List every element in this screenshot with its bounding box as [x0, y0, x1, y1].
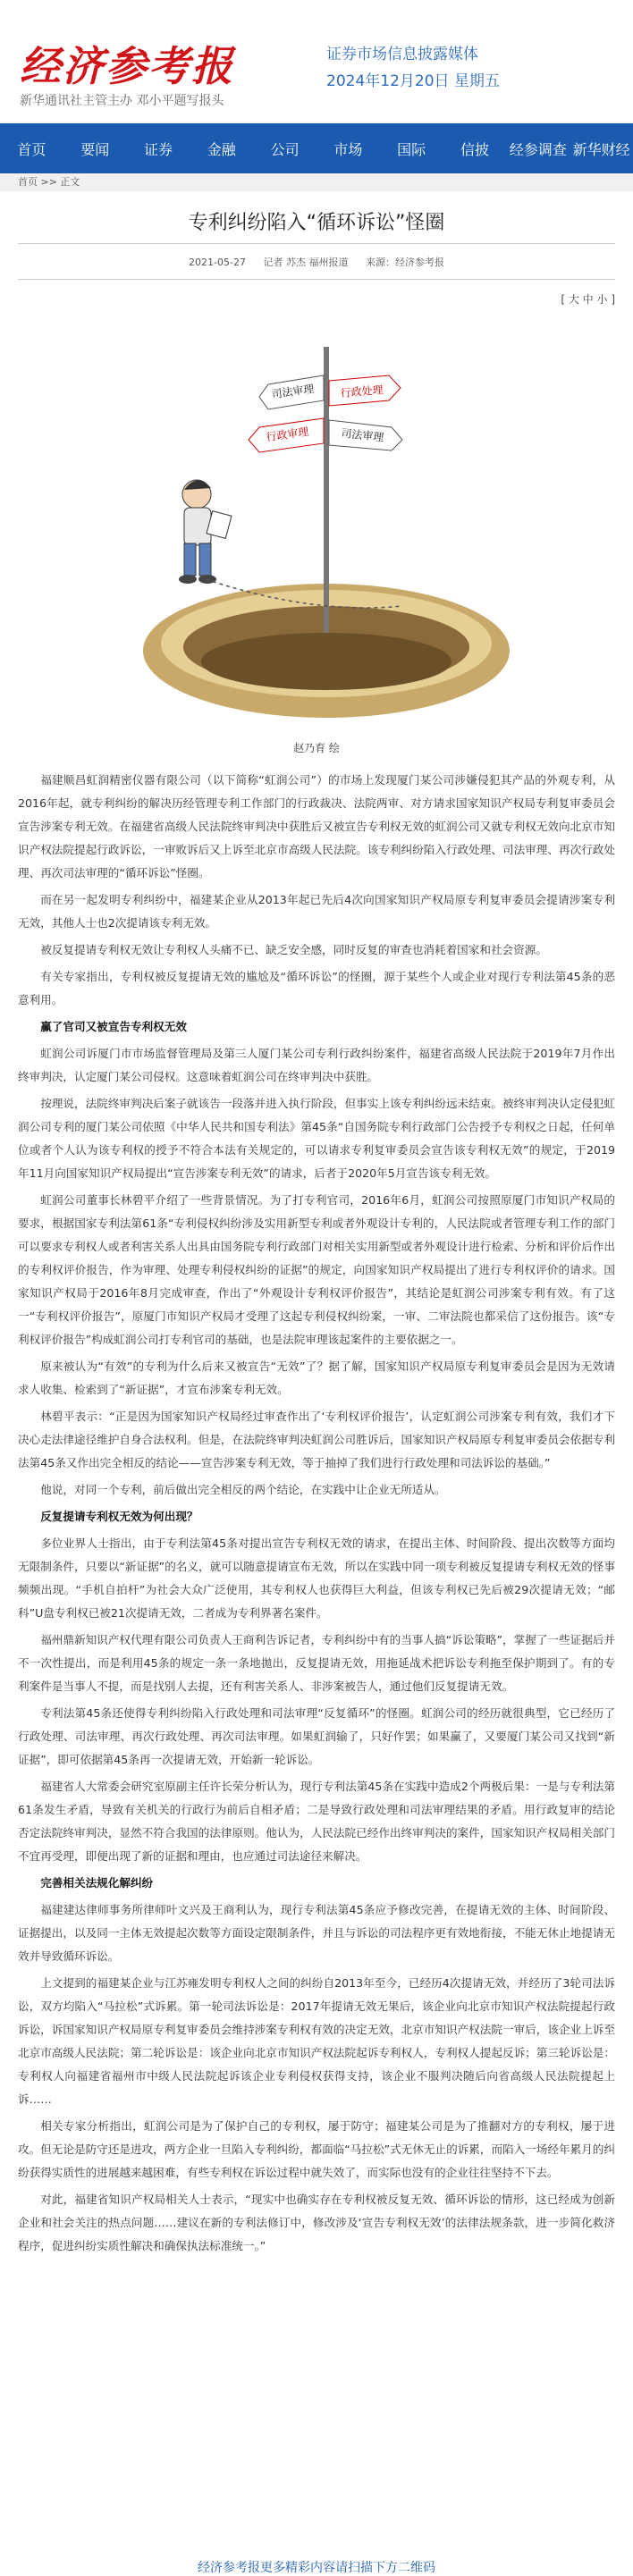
nav-item-international[interactable]: 国际	[397, 140, 426, 158]
nav-item-survey[interactable]: 经参调查	[509, 140, 567, 158]
article-paragraph: 上文提到的福建某企业与江苏雍发明专利权人之间的纠纷自2013年至今，已经历4次提请无效，并经历了3轮司法诉讼，双方均陷入“马拉松”式诉累。第一轮司法诉讼是：2017年提请无效无果后，该企业向北京市知识产权法院提起行政诉讼，诉国家知识产权局原专利复审委员会维持涉案专利权有效的决定无效，北京市知识产权法院一审后，该企业上诉至北京市高级人民法院；第二轮诉讼是：该企业向北京市知识产权法院起诉专利权人，专利权人提起反诉；第三轮诉讼是：专利权人向福建省福州市中级人民法院起诉该企业专利侵权获得支持，该企业不服判决随后向省高级人民法院提起上诉……	[18, 1976, 615, 2106]
article-paragraph: 相关专家分析指出，虹润公司是为了保护自己的专利权，屡于防守；福建某公司是为了推翻对方的专利权，屡于进攻。但无论是防守还是进攻，两方企业一旦陷入专利纠纷，都面临“马拉松”式无休无止的诉累，而陷入一场经年累月的纠纷获得实质性的进展越来越困难，有些专利权在诉讼过程中就失效了，而实际也没有的企业往往坚持不下去。	[18, 2119, 615, 2179]
sign-label: 司法审理	[340, 426, 385, 444]
section-heading: 赢了官司又被宣告专利权无效	[40, 1020, 187, 1033]
nav-item-xinhua-finance[interactable]: 新华财经	[572, 140, 630, 158]
site-logo[interactable]: 经济参考报	[20, 42, 234, 90]
nav-item-finance[interactable]: 金融	[207, 140, 236, 158]
sign-label: 司法审理	[270, 382, 316, 401]
site-header	[0, 0, 633, 134]
article-paragraph: 原来被认为“有效”的专利为什么后来又被宣告“无效”了？据了解，国家知识产权局原专利复审委员会是因为无效请求人收集、检索到了“新证据”，才宣布涉案专利无效。	[18, 1360, 615, 1396]
article-paragraph: 福建建达律师事务所律师叶文兴及王商利认为，现行专利法第45条应予修改完善，在提请无效的主体、时间阶段、证据提出，以及同一主体无效提起次数等方面设定限制条件，并且与诉讼的司法程序更有效地衔接，不能无休止地提请无效并导致循环诉讼。	[18, 1903, 615, 1963]
article-paragraph: 而在另一起发明专利纠纷中，福建某企业从2013年起已先后4次向国家知识产权局原专利复审委员会提请涉案专利无效，其他人士也2次提请该专利无效。	[18, 893, 615, 930]
article-paragraph: 被反复提请专利权无效让专利权人头痛不已、缺乏安全感，同时反复的审查也消耗着国家和社会资源。	[40, 943, 547, 956]
article-meta	[0, 255, 633, 269]
sign-judicial-review-bottom	[329, 420, 402, 450]
article-paragraph: 林碧平表示：“正是因为国家知识产权局经过审查作出了‘专利权评价报告’，认定虹润公司涉案专利有效，我们才下决心走法律途径维护自身合法权利。但是，在法院终审判决虹润公司胜诉后，国家知识产权局原专利复审委员会依据专利法第45条又作出完全相反的结论——宣告涉案专利无效，等于抽掉了我们进行行政处理和司法诉讼的基础。”	[18, 1410, 615, 1469]
article-paragraph: 有关专家指出，专利权被反复提请无效的尴尬及“循环诉讼”的怪圈，源于某些个人或企业对现行专利法第45条的恶意利用。	[18, 970, 615, 1006]
footer-qr-hint[interactable]: 经济参考报更多精彩内容请扫描下方二维码	[198, 2561, 435, 2575]
walking-man-figure	[179, 480, 232, 584]
nav-item-disclosure[interactable]: 信披	[460, 140, 489, 158]
nav-item-market[interactable]: 市场	[333, 140, 363, 158]
article-paragraph: 福建省人大常委会研究室原副主任许长荣分析认为，现行专利法第45条在实践中造成2个两极后果：一是与专利法第61条发生矛盾，导致有关机关的行政行为前后自相矛盾；二是导致行政处理和司法审理结果的矛盾。用行政复审的结论否定法院终审判决，显然不符合我国的法律原则。他认为，人民法院已经作出终审判决的案件，国家知识产权局相关部门不宜再受理，即便出现了新的证据和理由，也应通过司法途径来解决。	[18, 1780, 615, 1863]
article-paragraph: 按理说，法院终审判决后案子就该告一段落并进入执行阶段，但事实上该专利纠纷远未结束。被终审判决认定侵犯虹润公司专利的厦门某公司依照《中华人民共和国专利法》第45条“自国务院专利行政部门公告授予专利权之日起，任何单位或者个人认为该专利权的授予不符合本法有关规定的，可以请求专利复审委员会宣告该专利权无效”的规定，于2019年11月向国家知识产权局提出“宣告涉案专利无效”的请求，后者于2020年5月宣告该专利无效。	[18, 1097, 615, 1180]
sign-admin-handling-top	[329, 375, 401, 406]
nav-item-company[interactable]: 公司	[270, 140, 300, 158]
article-paragraph: 虹润公司诉厦门市市场监督管理局及第三人厦门某公司专利行政纠纷案件，福建省高级人民法院于2019年7月作出终审判决，认定厦门某公司侵权。这意味着虹润公司在终审判决中获胜。	[18, 1047, 615, 1083]
sign-judicial-review-top	[259, 375, 324, 409]
article-title: 专利纠纷陷入“循环诉讼”怪圈	[188, 212, 445, 234]
section-heading: 反复提请专利权无效为何出现？	[40, 1510, 198, 1523]
article-author: 记者 苏杰 福州报道	[263, 257, 349, 268]
article-paragraph: 虹润公司董事长林碧平介绍了一些背景情况。为了打专利官司，2016年6月，虹润公司按照原厦门市知识产权局的要求，根据国家专利法第61条“专利侵权纠纷涉及实用新型专利或者外观设计专利的，人民法院或者管理专利工作的部门可以要求专利权人或者利害关系人出具由国务院专利行政部门对相关实用新型或者外观设计进行检索、分析和评价后作出的专利权评价报告，作为审理、处理专利侵权纠纷的证据”的规定，向国家知识产权局提出了进行专利权评价的请求。国家知识产权局于2016年8月完成审查，作出了“外观设计专利权评价报告”，其结论是虹润公司涉案专利有效。有了这一“专利权评价报告”，原厦门市知识产权局才受理了这起专利侵权纠纷案，一审、二审法院也都采信了这份报告。该“专利权评价报告”构成虹润公司打专利官司的基础，也是法院审理该起案件的主要依据之一。	[18, 1193, 615, 1346]
article-paragraph: 多位业界人士指出，由于专利法第45条对提出宣告专利权无效的请求，在提出主体、时间阶段、提出次数等方面均无限制条件，只要以“新证据”的名义，就可以随意提请宣布无效，所以在实践中同一项专利被反复提请专利权无效的怪事频频出现。“手机自拍杆”为社会大众广泛使用，其专利权人也获得巨大利益，但该专利权已先后被29次提请无效；“邮科”U盘专利权已被21次提请无效，二者成为专利界著名案件。	[18, 1536, 615, 1620]
header-tagline: 证券市场信息披露媒体	[326, 46, 478, 63]
article-paragraph: 福建顺昌虹润精密仪器有限公司（以下简称“虹润公司”）的市场上发现厦门某公司涉嫌侵犯其产品的外观专利，从2016年起，就专利纠纷的解决历经管理专利工作部门的行政裁决、法院两审、对方请求国家知识产权局专利复审委员会宣告涉案专利无效。在福建省高级人民法院终审判决中获胜后又被宣告专利权无效的虹润公司又就专利权无效向北京市知识产权法院提起行政诉讼，一审败诉后又上诉至北京市高级人民法院。该专利纠纷陷入行政处理、司法审理、再次行政处理、再次司法审理的“循环诉讼”怪圈。	[18, 773, 615, 880]
header-right	[326, 41, 500, 95]
article-paragraph: 对此，福建省知识产权局相关人士表示，“现实中也确实存在专利权被反复无效、循环诉讼的情形，这已经成为创新企业和社会关注的热点问题……建议在新的专利法修订中，修改涉及‘宣告专利权无效’的法律法规条款，进一步简化救济程序，促进纠纷实质性解决和确保执法标准统一。”	[18, 2193, 615, 2252]
article-date: 2021-05-27	[189, 257, 246, 268]
nav-item-news[interactable]: 要闻	[80, 140, 110, 158]
article-paragraph: 专利法第45条还使得专利纠纷陷入行政处理和司法审理“反复循环”的怪圈。虹润公司的经历就很典型，它已经历了行政处理、司法审理、再次行政处理、再次司法审理。如果虹润输了，只好作罢；如果赢了，又要厦门某公司又找到“新证据”，即可依据第45条再一次提请无效，开始新一轮诉讼。	[18, 1706, 615, 1766]
divider	[18, 243, 615, 244]
illustration-caption: 赵乃育 绘	[293, 742, 340, 754]
main-nav	[0, 123, 633, 173]
sign-label: 行政审理	[265, 425, 310, 444]
article-paragraph: 他说，对同一个专利，前后做出完全相反的两个结论，在实践中让企业无所适从。	[40, 1483, 446, 1496]
article-paragraph: 福州鼎新知识产权代理有限公司负责人王商利告诉记者，专利纠纷中有的当事人搞“诉讼策略”，掌握了一些证据后并不一次性提出，而是利用45条的规定一条一条地拋出，反复提请无效，用拖延战术把诉讼专利拖至保护期到了。有的专利案件是当事人不提，而是找别人去提，还有利害关系人、非涉案被告人，通过他们反复提请无效。	[18, 1633, 615, 1693]
font-size-switcher[interactable]: [ 大 中 小 ]	[561, 293, 615, 306]
section-heading: 完善相关法规化解纠纷	[40, 1876, 154, 1890]
sign-admin-review	[249, 418, 324, 452]
nav-item-home[interactable]: 首页	[17, 140, 46, 158]
header-date: 2024年12月20日 星期五	[326, 72, 500, 90]
sign-label: 行政处理	[340, 383, 384, 400]
site-slogan: 新华通讯社主管主办 邓小平题写报头	[20, 94, 224, 108]
article-illustration	[134, 311, 510, 731]
divider	[18, 279, 615, 280]
article-source: 来源：经济参考报	[365, 257, 444, 268]
breadcrumb[interactable]: 首页 >> 正文	[0, 173, 633, 191]
nav-item-securities[interactable]: 证券	[143, 140, 173, 158]
article-body	[18, 769, 615, 2261]
